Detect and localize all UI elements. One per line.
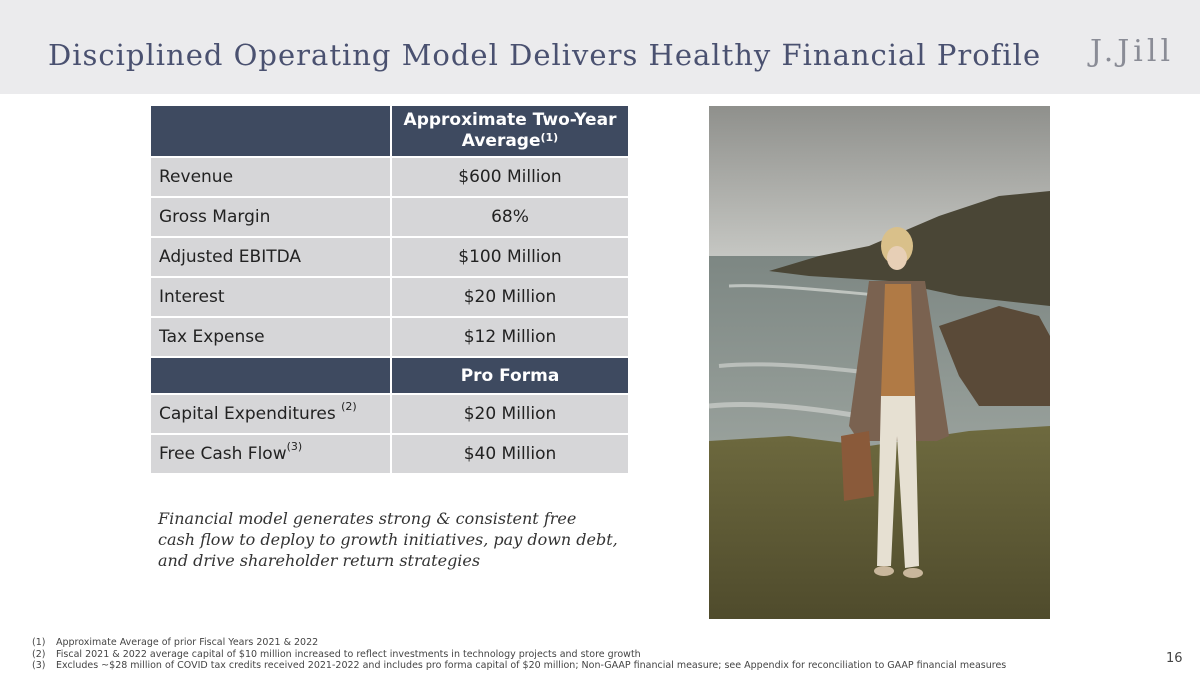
row-value-fcf: $40 Million <box>391 434 629 474</box>
table-header-row <box>150 105 629 157</box>
header-band <box>0 0 1200 94</box>
row-label-capex <box>150 394 391 434</box>
row-label: Gross Margin <box>150 197 391 237</box>
row-label: Tax Expense <box>150 317 391 357</box>
footnote-text: Approximate Average of prior Fiscal Years 2021 & 2022 <box>56 637 319 648</box>
table-row <box>150 197 629 237</box>
row-label: Adjusted EBITDA <box>150 237 391 277</box>
footnote-number: (3) <box>32 660 46 671</box>
table-row <box>150 434 629 474</box>
footnote-text: Excludes ~$28 million of COVID tax credits received 2021-2022 and includes pro forma capital of $20 million; Non-GAAP financial measure; see Appendix for reconciliation to GAAP financial measures <box>56 660 1007 671</box>
capex-label: Capital Expenditures <box>159 404 342 424</box>
footnotes <box>32 637 1006 672</box>
row-value: $100 Million <box>391 237 629 277</box>
coastal-photo-illustration <box>709 106 1050 619</box>
footnote-text: Fiscal 2021 & 2022 average capital of $10 million increased to reflect investments in technology projects and store growth <box>56 648 641 660</box>
row-value: $20 Million <box>391 277 629 317</box>
footnote-ref-3: (3) <box>286 440 303 453</box>
model-photo <box>709 106 1050 619</box>
table-row <box>150 237 629 277</box>
table-row <box>150 317 629 357</box>
table-row <box>150 277 629 317</box>
header-line2: Average <box>461 131 541 151</box>
header-line1: Approximate Two-Year <box>403 110 617 130</box>
footnote-number: (2) <box>32 648 46 660</box>
financial-model-quote: Financial model generates strong & consistent free cash flow to deploy to growth initiatives, pay down debt, and drive shareholder return strategies <box>158 509 618 570</box>
footnote-item <box>32 649 1006 661</box>
row-value: $600 Million <box>391 157 629 197</box>
page-title: Disciplined Operating Model Delivers Healthy Financial Profile <box>48 38 1042 72</box>
table-row <box>150 394 629 434</box>
row-label-fcf <box>150 434 391 474</box>
pro-forma-blank-cell <box>150 357 391 394</box>
jjill-logo: J.Jill <box>1090 34 1175 69</box>
footnote-ref-2: (2) <box>341 400 357 413</box>
pro-forma-header-row <box>150 357 629 394</box>
header-blank-cell <box>150 105 391 157</box>
row-value: $12 Million <box>391 317 629 357</box>
financial-profile-table <box>149 104 630 475</box>
fcf-label: Free Cash Flow <box>159 444 287 464</box>
footnote-item <box>32 637 1006 649</box>
pro-forma-header: Pro Forma <box>391 357 629 394</box>
table-row <box>150 157 629 197</box>
row-label: Revenue <box>150 157 391 197</box>
footnote-item <box>32 660 1006 672</box>
row-value: 68% <box>391 197 629 237</box>
page-number: 16 <box>1166 651 1183 666</box>
header-two-year-average <box>391 105 629 157</box>
footnote-ref-1: (1) <box>540 131 559 144</box>
row-label: Interest <box>150 277 391 317</box>
footnote-number: (1) <box>32 637 46 648</box>
row-value-capex: $20 Million <box>391 394 629 434</box>
